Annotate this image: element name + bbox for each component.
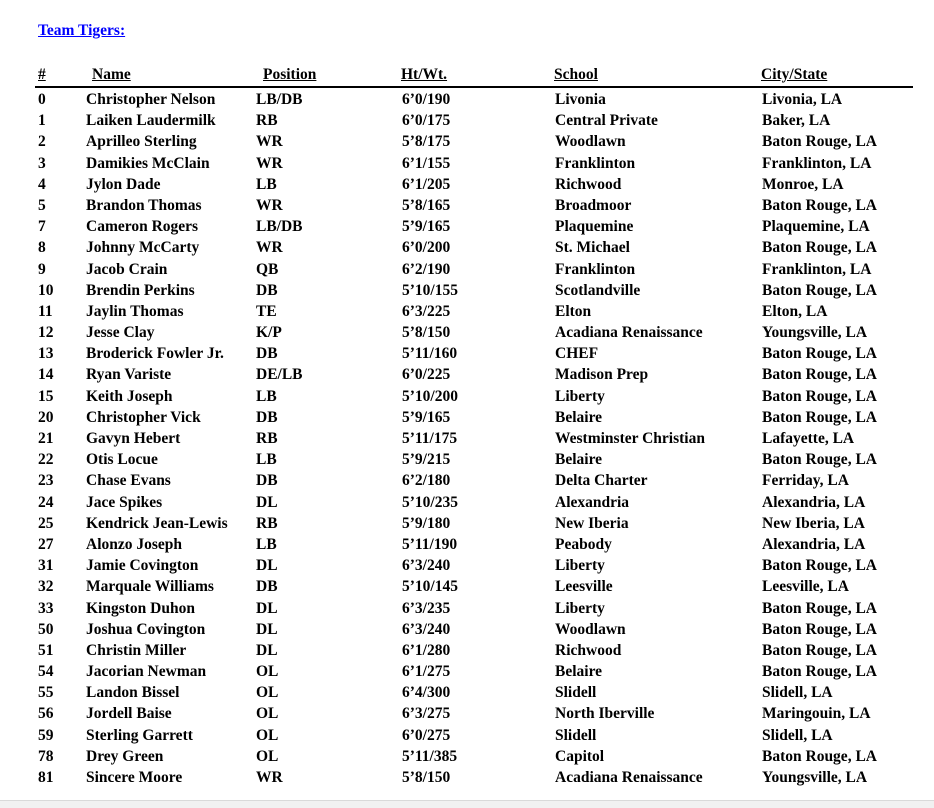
- player-number: 14: [38, 366, 54, 384]
- player-citystate: Baton Rouge, LA: [762, 663, 877, 681]
- player-school: Peabody: [555, 535, 612, 553]
- player-htwt: 6’2/180: [402, 472, 451, 490]
- player-name: Aprilleo Sterling: [86, 133, 197, 151]
- player-htwt: 5’10/200: [402, 387, 458, 405]
- player-name: Landon Bissel: [86, 684, 180, 702]
- player-school: Belaire: [555, 663, 603, 681]
- player-name: Christopher Vick: [86, 408, 201, 426]
- player-citystate: Baton Rouge, LA: [762, 345, 877, 363]
- player-name: Laiken Laudermilk: [86, 112, 216, 130]
- player-position: DL: [256, 599, 278, 617]
- player-number: 10: [38, 281, 54, 299]
- player-number: 3: [38, 154, 46, 172]
- table-row: [35, 343, 913, 364]
- player-position: TE: [256, 302, 277, 320]
- player-name: Brendin Perkins: [86, 281, 195, 299]
- player-position: WR: [256, 154, 283, 172]
- player-number: 25: [38, 514, 54, 532]
- column-header-name: Name: [92, 66, 131, 83]
- player-position: DB: [256, 281, 278, 299]
- player-school: Liberty: [555, 557, 605, 575]
- player-position: RB: [256, 430, 278, 447]
- player-citystate: Plaquemine, LA: [762, 218, 870, 236]
- player-citystate: Youngsville, LA: [762, 769, 868, 786]
- player-citystate: Baton Rouge, LA: [762, 620, 877, 638]
- player-citystate: Baton Rouge, LA: [762, 747, 877, 765]
- table-row: [35, 386, 913, 407]
- player-number: 33: [38, 599, 54, 617]
- player-name: Damikies McClain: [86, 154, 210, 172]
- player-number: 1: [38, 112, 46, 130]
- column-header-number: #: [38, 66, 46, 83]
- player-name: Christopher Nelson: [86, 91, 216, 108]
- player-school: Franklinton: [555, 260, 636, 278]
- player-position: OL: [256, 705, 279, 723]
- player-htwt: 5’8/175: [402, 133, 451, 151]
- player-position: OL: [256, 663, 279, 681]
- player-school: Broadmoor: [555, 196, 632, 214]
- player-number: 7: [38, 218, 46, 236]
- player-htwt: 6’3/275: [402, 705, 451, 723]
- table-row: [35, 153, 913, 174]
- table-row: [35, 703, 913, 724]
- player-citystate: Franklinton, LA: [762, 260, 872, 278]
- table-row: [35, 619, 913, 640]
- player-number: 20: [38, 408, 54, 426]
- column-header-htwt: Ht/Wt.: [401, 66, 448, 83]
- player-position: DB: [256, 578, 278, 596]
- player-school: Liberty: [555, 387, 605, 405]
- player-htwt: 5’10/235: [402, 493, 458, 511]
- player-number: 54: [38, 663, 54, 681]
- column-header-position: Position: [263, 66, 317, 83]
- player-number: 22: [38, 451, 54, 469]
- table-row: [35, 174, 913, 195]
- player-school: Livonia: [555, 91, 606, 108]
- player-citystate: Baton Rouge, LA: [762, 196, 877, 214]
- player-school: Woodlawn: [555, 133, 626, 151]
- player-name: Kingston Duhon: [86, 599, 195, 617]
- player-school: Belaire: [555, 451, 603, 469]
- player-citystate: Baker, LA: [762, 112, 831, 130]
- table-row: [35, 492, 913, 513]
- player-citystate: Baton Rouge, LA: [762, 408, 877, 426]
- table-row: [35, 725, 913, 746]
- player-position: WR: [256, 769, 283, 786]
- player-citystate: Baton Rouge, LA: [762, 387, 877, 405]
- player-name: Sincere Moore: [86, 769, 183, 786]
- player-htwt: 6’0/190: [402, 91, 451, 108]
- player-citystate: Franklinton, LA: [762, 154, 872, 172]
- player-number: 11: [38, 302, 53, 320]
- table-row: [35, 428, 913, 449]
- player-htwt: 6’1/155: [402, 154, 451, 172]
- player-position: DL: [256, 620, 278, 638]
- player-htwt: 5’11/385: [402, 747, 458, 765]
- player-htwt: 6’0/175: [402, 112, 451, 130]
- player-school: Woodlawn: [555, 620, 626, 638]
- player-number: 15: [38, 387, 54, 405]
- player-position: DB: [256, 472, 278, 490]
- player-name: Sterling Garrett: [86, 726, 193, 744]
- player-number: 78: [38, 747, 54, 765]
- player-position: RB: [256, 112, 278, 130]
- player-name: Otis Locue: [86, 451, 158, 469]
- table-row: [35, 110, 913, 131]
- table-row: [35, 767, 913, 788]
- player-citystate: Maringouin, LA: [762, 705, 871, 723]
- player-htwt: 6’4/300: [402, 684, 451, 702]
- table-row: [35, 661, 913, 682]
- player-school: Madison Prep: [555, 366, 649, 384]
- player-number: 8: [38, 239, 46, 257]
- player-number: 50: [38, 620, 54, 638]
- player-citystate: Baton Rouge, LA: [762, 557, 877, 575]
- player-number: 21: [38, 430, 54, 447]
- player-position: LB/DB: [256, 91, 303, 108]
- player-citystate: Slidell, LA: [762, 684, 833, 702]
- player-name: Jamie Covington: [86, 557, 199, 575]
- player-htwt: 5’9/180: [402, 514, 451, 532]
- player-htwt: 6’3/240: [402, 620, 451, 638]
- table-header-row: [35, 66, 913, 88]
- player-number: 51: [38, 641, 54, 659]
- table-row: [35, 259, 913, 280]
- player-htwt: 6’1/280: [402, 641, 451, 659]
- table-row: [35, 322, 913, 343]
- player-position: WR: [256, 196, 283, 214]
- player-citystate: Livonia, LA: [762, 91, 843, 108]
- player-htwt: 6’0/225: [402, 366, 451, 384]
- player-name: Alonzo Joseph: [86, 535, 183, 553]
- table-row: [35, 746, 913, 767]
- table-row: [35, 407, 913, 428]
- player-htwt: 6’3/225: [402, 302, 451, 320]
- player-htwt: 5’9/165: [402, 408, 451, 426]
- player-position: DE/LB: [256, 366, 303, 384]
- player-number: 81: [38, 769, 54, 786]
- player-name: Ryan Variste: [86, 366, 172, 384]
- player-position: LB: [256, 451, 277, 469]
- player-name: Brandon Thomas: [86, 196, 202, 214]
- player-school: North Iberville: [555, 705, 655, 723]
- player-name: Jace Spikes: [86, 493, 163, 511]
- player-citystate: Slidell, LA: [762, 726, 833, 744]
- player-htwt: 5’9/165: [402, 218, 451, 236]
- player-htwt: 5’11/190: [402, 535, 458, 553]
- table-row: [35, 89, 913, 110]
- table-row: [35, 216, 913, 237]
- player-number: 31: [38, 557, 54, 575]
- player-school: Westminster Christian: [555, 430, 705, 447]
- player-school: Alexandria: [555, 493, 630, 511]
- player-school: New Iberia: [555, 514, 629, 532]
- player-number: 0: [38, 91, 46, 108]
- player-htwt: 5’11/160: [402, 345, 458, 363]
- player-htwt: 6’0/200: [402, 239, 451, 257]
- player-citystate: Baton Rouge, LA: [762, 599, 877, 617]
- player-name: Drey Green: [86, 747, 164, 765]
- player-number: 24: [38, 493, 54, 511]
- table-row: [35, 598, 913, 619]
- player-citystate: Leesville, LA: [762, 578, 849, 596]
- player-htwt: 6’1/205: [402, 175, 451, 193]
- player-position: OL: [256, 684, 279, 702]
- player-school: Capitol: [555, 747, 605, 765]
- player-position: DL: [256, 557, 278, 575]
- table-row: [35, 682, 913, 703]
- player-position: LB: [256, 175, 277, 193]
- table-row: [35, 237, 913, 258]
- player-number: 2: [38, 133, 46, 151]
- table-row: [35, 555, 913, 576]
- player-name: Jacorian Newman: [86, 663, 207, 681]
- player-name: Joshua Covington: [86, 620, 206, 638]
- player-number: 32: [38, 578, 54, 596]
- player-htwt: 5’10/155: [402, 281, 458, 299]
- player-htwt: 6’1/275: [402, 663, 451, 681]
- player-number: 5: [38, 196, 46, 214]
- player-htwt: 6’2/190: [402, 260, 451, 278]
- player-citystate: Alexandria, LA: [762, 493, 866, 511]
- player-citystate: Baton Rouge, LA: [762, 641, 877, 659]
- player-name: Jordell Baise: [86, 705, 172, 723]
- player-school: Leesville: [555, 578, 613, 596]
- player-name: Chase Evans: [86, 472, 171, 490]
- player-position: OL: [256, 747, 279, 765]
- player-number: 23: [38, 472, 54, 490]
- player-position: LB: [256, 387, 277, 405]
- player-number: 59: [38, 726, 54, 744]
- player-name: Jacob Crain: [86, 260, 168, 278]
- player-htwt: 5’10/145: [402, 578, 458, 596]
- player-citystate: New Iberia, LA: [762, 514, 865, 532]
- player-number: 56: [38, 705, 54, 723]
- player-citystate: Baton Rouge, LA: [762, 281, 877, 299]
- player-name: Broderick Fowler Jr.: [86, 345, 224, 363]
- player-citystate: Baton Rouge, LA: [762, 133, 877, 151]
- player-school: Franklinton: [555, 154, 636, 172]
- player-citystate: Baton Rouge, LA: [762, 451, 877, 469]
- player-name: Keith Joseph: [86, 387, 173, 405]
- team-tigers-link[interactable]: Team Tigers:: [38, 22, 126, 39]
- player-position: DB: [256, 408, 278, 426]
- player-citystate: Youngsville, LA: [762, 324, 868, 342]
- player-school: Slidell: [555, 684, 597, 702]
- player-school: Plaquemine: [555, 218, 634, 236]
- player-school: Richwood: [555, 641, 622, 659]
- player-name: Christin Miller: [86, 641, 187, 659]
- column-header-school: School: [554, 66, 598, 83]
- table-row: [35, 449, 913, 470]
- player-name: Marquale Williams: [86, 578, 214, 596]
- player-school: Acadiana Renaissance: [555, 769, 703, 786]
- roster-table: [35, 66, 913, 788]
- roster-rows: [35, 89, 913, 788]
- table-row: [35, 640, 913, 661]
- column-header-citystate: City/State: [761, 66, 828, 83]
- player-number: 12: [38, 324, 54, 342]
- table-row: [35, 131, 913, 152]
- player-school: Slidell: [555, 726, 597, 744]
- player-number: 13: [38, 345, 54, 363]
- player-htwt: 6’3/240: [402, 557, 451, 575]
- player-position: LB: [256, 535, 277, 553]
- table-row: [35, 470, 913, 491]
- player-school: Liberty: [555, 599, 605, 617]
- player-position: DL: [256, 493, 278, 511]
- player-citystate: Elton, LA: [762, 302, 828, 320]
- player-name: Gavyn Hebert: [86, 430, 181, 447]
- player-number: 27: [38, 535, 54, 553]
- table-row: [35, 576, 913, 597]
- player-position: DL: [256, 641, 278, 659]
- player-htwt: 5’8/150: [402, 324, 451, 342]
- table-row: [35, 301, 913, 322]
- player-name: Jaylin Thomas: [86, 302, 184, 320]
- player-name: Johnny McCarty: [86, 239, 200, 257]
- bottom-window-edge: [0, 800, 934, 808]
- table-row: [35, 195, 913, 216]
- player-school: Delta Charter: [555, 472, 648, 490]
- player-citystate: Baton Rouge, LA: [762, 239, 877, 257]
- player-htwt: 6’0/275: [402, 726, 451, 744]
- player-citystate: Ferriday, LA: [762, 472, 849, 490]
- player-school: Central Private: [555, 112, 658, 130]
- player-school: Scotlandville: [555, 281, 641, 299]
- player-name: Jylon Dade: [86, 175, 161, 193]
- player-citystate: Lafayette, LA: [762, 430, 855, 447]
- player-position: WR: [256, 239, 283, 257]
- table-row: [35, 280, 913, 301]
- player-position: QB: [256, 260, 279, 278]
- player-school: Acadiana Renaissance: [555, 324, 703, 342]
- player-name: Jesse Clay: [86, 324, 155, 342]
- player-name: Cameron Rogers: [86, 218, 199, 236]
- player-number: 4: [38, 175, 46, 193]
- player-htwt: 6’3/235: [402, 599, 451, 617]
- player-position: K/P: [256, 324, 282, 342]
- player-number: 55: [38, 684, 54, 702]
- player-school: St. Michael: [555, 239, 630, 257]
- player-position: WR: [256, 133, 283, 151]
- player-htwt: 5’8/165: [402, 196, 451, 214]
- player-htwt: 5’8/150: [402, 769, 451, 786]
- player-citystate: Alexandria, LA: [762, 535, 866, 553]
- player-citystate: Baton Rouge, LA: [762, 366, 877, 384]
- player-school: CHEF: [555, 345, 599, 363]
- player-htwt: 5’9/215: [402, 451, 451, 469]
- player-school: Richwood: [555, 175, 622, 193]
- table-row: [35, 364, 913, 385]
- player-position: OL: [256, 726, 279, 744]
- table-row: [35, 513, 913, 534]
- player-name: Kendrick Jean-Lewis: [86, 514, 228, 532]
- player-number: 9: [38, 260, 46, 278]
- player-school: Elton: [555, 302, 592, 320]
- player-position: DB: [256, 345, 278, 363]
- player-citystate: Monroe, LA: [762, 175, 844, 193]
- player-position: LB/DB: [256, 218, 303, 236]
- player-school: Belaire: [555, 408, 603, 426]
- table-row: [35, 534, 913, 555]
- player-position: RB: [256, 514, 278, 532]
- player-htwt: 5’11/175: [402, 430, 458, 447]
